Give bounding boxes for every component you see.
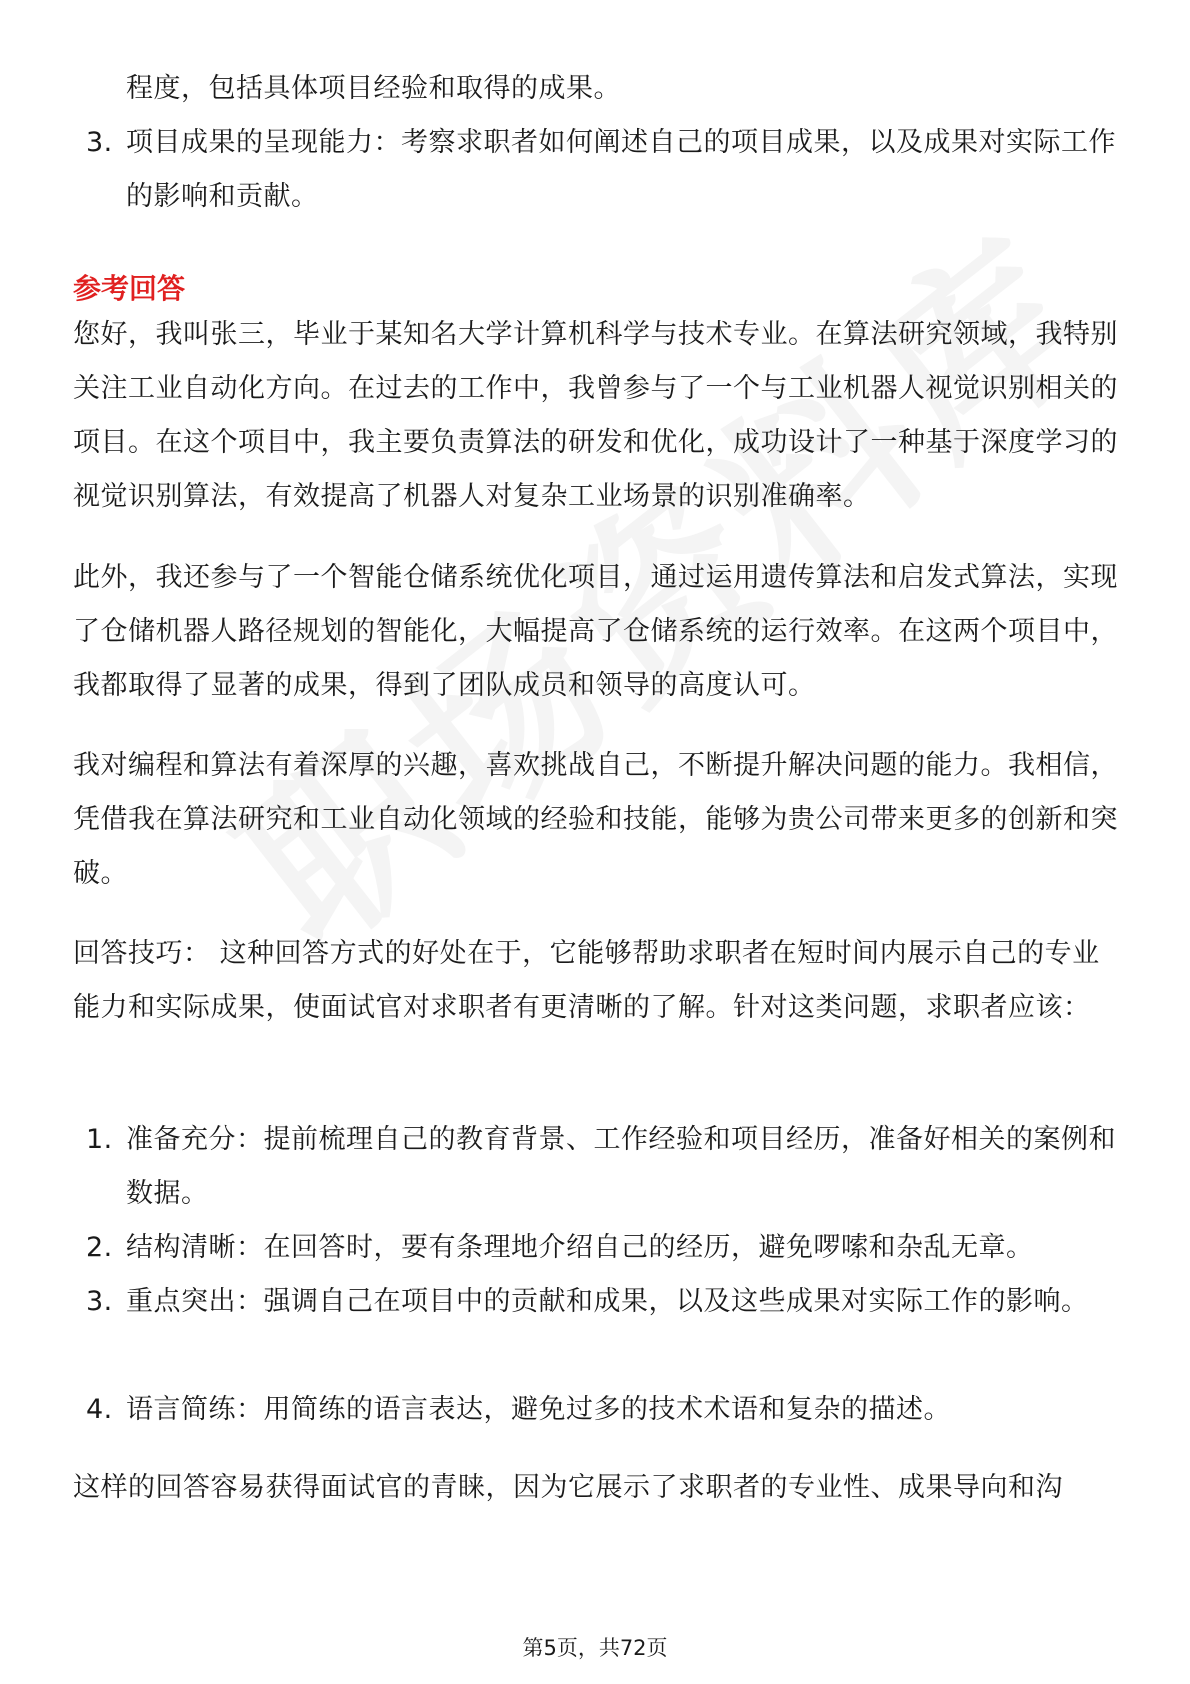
page-number-footer: 第5页，共72页 — [522, 1636, 668, 1660]
list-number: 1. — [86, 1124, 113, 1155]
list-item-text: 语言简练：用简练的语言表达，避免过多的技术术语和复杂的描述。 — [126, 1394, 951, 1425]
paragraph-tips-intro: 回答技巧： 这种回答方式的好处在于，它能够帮助求职者在短时间内展示自己的专业能力和实际成果，使面试官对求职者有更清晰的了解。针对这类问题，求职者应该： — [73, 938, 1100, 1023]
section-heading: 参考回答 — [73, 272, 186, 305]
list-item-text: 准备充分：提前梳理自己的教育背景、工作经验和项目经历，准备好相关的案例和数据。 — [126, 1124, 1116, 1209]
list-item-continuation: 程度，包括具体项目经验和取得的成果。 — [126, 73, 621, 104]
list-item-text: 结构清晰：在回答时，要有条理地介绍自己的经历，避免啰嗦和杂乱无章。 — [126, 1232, 1034, 1263]
list-item-text: 重点突出：强调自己在项目中的贡献和成果，以及这些成果对实际工作的影响。 — [126, 1286, 1089, 1317]
list-item — [86, 1275, 1116, 1329]
list-number: 2. — [86, 1232, 113, 1263]
paragraph-interest: 我对编程和算法有着深厚的兴趣，喜欢挑战自己，不断提升解决问题的能力。我相信，凭借我在算法研究和工业自动化领域的经验和技能，能够为贵公司带来更多的创新和突破。 — [73, 750, 1118, 889]
paragraph-closing: 这样的回答容易获得面试官的青睐，因为它展示了求职者的专业性、成果导向和沟 — [73, 1472, 1063, 1503]
list-number: 4. — [86, 1394, 113, 1425]
list-number: 3. — [86, 1286, 113, 1317]
list-item — [86, 1383, 1116, 1437]
list-item — [86, 1221, 1116, 1275]
list-item — [86, 1113, 1116, 1221]
list-number: 3. — [86, 127, 113, 158]
paragraph-projects: 此外，我还参与了一个智能仓储系统优化项目，通过运用遗传算法和启发式算法，实现了仓储机器人路径规划的智能化，大幅提高了仓储系统的运行效率。在这两个项目中，我都取得了显著的成果，得到了团队成员和领导的高度认可。 — [73, 562, 1118, 701]
list-item — [86, 116, 1116, 224]
paragraph-intro: 您好，我叫张三，毕业于某知名大学计算机科学与技术专业。在算法研究领域，我特别关注工业自动化方向。在过去的工作中，我曾参与了一个与工业机器人视觉识别相关的项目。在这个项目中，我主要负责算法的研发和优化，成功设计了一种基于深度学习的视觉识别算法，有效提高了机器人对复杂工业场景的识别准确率。 — [73, 319, 1118, 512]
list-item-text: 项目成果的呈现能力：考察求职者如何阐述自己的项目成果，以及成果对实际工作的影响和贡献。 — [126, 127, 1116, 212]
